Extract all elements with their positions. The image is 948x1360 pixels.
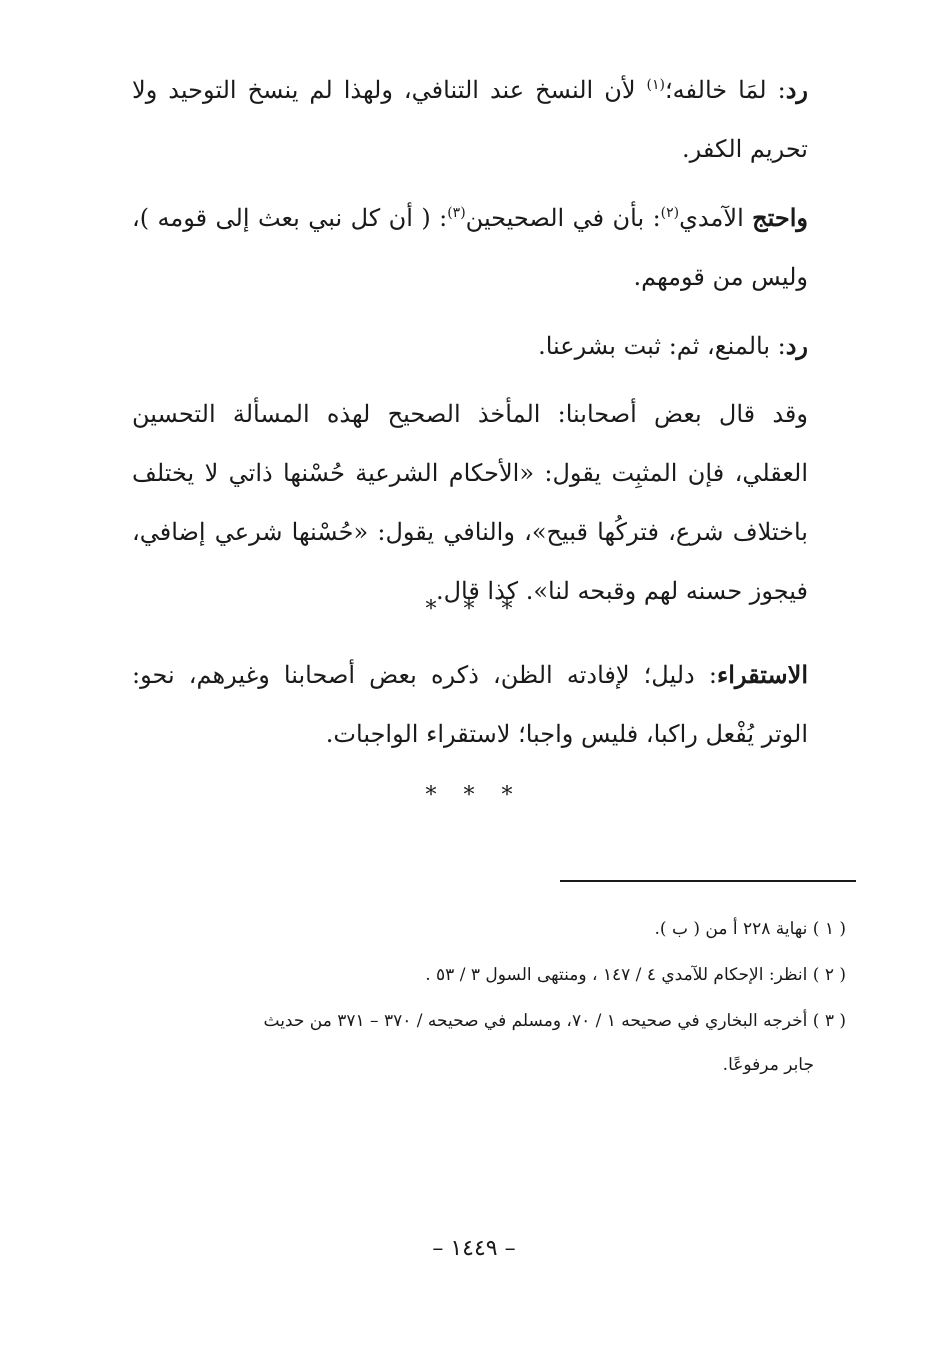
footnote-ref-3: (٣): [447, 205, 466, 221]
paragraph-istiqra: الاستقراء: دليل؛ لإفادته الظن، ذكره بعض أصحابنا وغيرهم، نحو: الوتر يُفْعل راكبا، فليس واجبا؛ لاستقراء الواجبات.: [132, 660, 808, 748]
footnote-3-continuation: جابر مرفوعًا.: [722, 1055, 814, 1075]
page-number: – ١٤٤٩ –: [432, 1236, 516, 1261]
footnote-3: ( ٣ ) أخرجه البخاري في صحيحه ١ / ٧٠، ومسلم في صحيحه / ٣٧٠ – ٣٧١ من حديث: [263, 1011, 846, 1031]
paragraph-lead: الاستقراء: [716, 660, 808, 689]
footnote-ref-2: (٢): [660, 205, 680, 221]
footnote-rule: [560, 880, 856, 882]
paragraph-lead: رد: [785, 75, 808, 104]
footnote-1: ( ١ ) نهاية ٢٢٨ أ من ( ب ).: [654, 919, 846, 939]
main-text-block: [132, 60, 808, 621]
paragraph-radd-1: رد: لمَا خالفه؛$^{(١)}$ لأن النسخ عند التنافي، ولهذا لم ينسخ التوحيد ولا تحريم الكفر.: [132, 75, 808, 163]
paragraph-ihtajja: واحتج الآمدي$^{(٢)}$: بأن في الصحيحين$^{(٣)}$: ( أن كل نبي بعث إلى قومه )، وليس من قومهم.: [132, 203, 808, 291]
paragraph-tahsin: وقد قال بعض أصحابنا: المأخذ الصحيح لهذه المسألة التحسين العقلي، فإن المثبِت يقول: «الأحكام الشرعية حُسْنها ذاتي لا يختلف باختلاف شرع، فتركُها قبيح»، والنافي يقول: «حُسْنها شرعي إضافي، فيجوز حسنه لهم وقبحه لنا». كذا قال.: [132, 400, 808, 605]
footnotes: [132, 906, 846, 1088]
paragraph-lead: واحتج: [752, 203, 808, 232]
section-separator: * * *: [425, 783, 523, 808]
footnote-2: ( ٢ ) انظر: الإحكام للآمدي ٤ / ١٤٧ ، ومنتهى السول ٣ / ٥٣ .: [425, 965, 846, 985]
istiqra-text-block: [132, 645, 808, 764]
footnote-ref-1: (١): [646, 77, 666, 93]
paragraph-lead: رد: [785, 331, 808, 360]
paragraph-radd-2: رد: بالمنع، ثم: ثبت بشرعنا.: [538, 331, 808, 360]
section-separator: * * *: [425, 597, 523, 622]
